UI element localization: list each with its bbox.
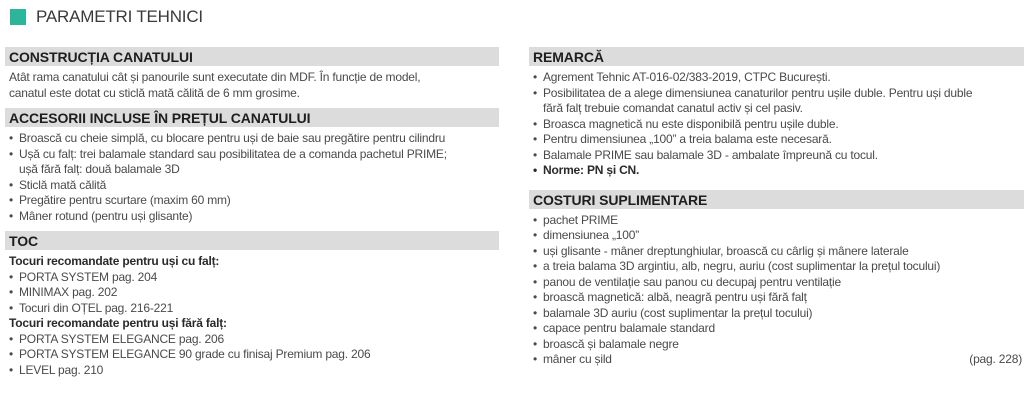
text-line: canatul este dotat cu sticlă mată călită de 6 mm grosime. (9, 85, 300, 100)
list-item: • Pregătire pentru scurtare (maxim 60 mm) (9, 193, 499, 209)
list-item: • Broasca magnetică nu este disponibilă pentru ușile duble. (533, 117, 1024, 133)
section-accesorii (5, 108, 499, 224)
list-item: • pachet PRIME (533, 213, 1024, 229)
section-body-costuri (529, 209, 1024, 368)
page-reference: (pag. 228) (969, 352, 1022, 366)
list-item: • Broască cu cheie simplă, cu blocare pentru uși de baie sau pregătire pentru cilindru (9, 131, 499, 147)
list-item (533, 86, 1024, 117)
list-item-text: mâner cu șild (543, 352, 612, 366)
section-remarca (529, 47, 1024, 179)
section-title-accesorii: ACCESORII INCLUSE ÎN PREȚUL CANATULUI (5, 108, 499, 127)
section-costuri (529, 190, 1024, 368)
page-header (10, 6, 203, 28)
left-column (5, 47, 499, 378)
toc-group-falt-title: Tocuri recomandate pentru uși cu falț: (9, 254, 220, 268)
list-item: • Mâner rotund (pentru uși glisante) (9, 209, 499, 225)
list-item: • balamale 3D auriu (cost suplimentar la prețul tocului) (533, 306, 1024, 322)
list-item (9, 147, 499, 178)
section-body-remarca (529, 66, 1024, 179)
list-item-line: fără falț trebuie comandat canatul activ și cel pasiv. (543, 101, 803, 115)
list-item: • uși glisante - mâner dreptunghiular, broască cu cârlig și mânere laterale (533, 244, 1024, 260)
page-title: PARAMETRI TEHNICI (36, 7, 203, 26)
header-accent-square (10, 9, 26, 25)
list-item: • PORTA SYSTEM ELEGANCE 90 grade cu finisaj Premium pag. 206 (9, 347, 499, 363)
section-body-toc (5, 250, 499, 378)
section-body-accesorii (5, 127, 499, 224)
section-title-remarca: REMARCĂ (529, 47, 1024, 66)
list-item-line: ușă fără falț: două balamale 3D (19, 162, 180, 176)
list-item: • Balamale PRIME sau balamale 3D - ambalate împreună cu tocul. (533, 148, 1024, 164)
list-item: • PORTA SYSTEM pag. 204 (9, 270, 499, 286)
list-item-norme: • Norme: PN și CN. (533, 163, 1024, 179)
section-title-costuri: COSTURI SUPLIMENTARE (529, 190, 1024, 209)
toc-group-fara-falt-title: Tocuri recomandate pentru uși fără falț: (9, 316, 227, 330)
section-title-toc: TOC (5, 231, 499, 250)
list-item: • Tocuri din OȚEL pag. 216-221 (9, 301, 499, 317)
list-item: • capace pentru balamale standard (533, 321, 1024, 337)
section-constructie (5, 47, 499, 101)
list-item: • broască magnetică: albă, neagră pentru uși fără falț (533, 290, 1024, 306)
list-item-line: Ușă cu falț: trei balamale standard sau posibilitatea de a comanda pachetul PRIME; (19, 146, 447, 161)
text-line: Atât rama canatului cât și panourile sunt executate din MDF. În funcție de model, (9, 70, 421, 84)
section-toc (5, 231, 499, 378)
list-item: • LEVEL pag. 210 (9, 363, 499, 379)
right-column (529, 47, 1024, 368)
list-item: • Sticlă mată călită (9, 178, 499, 194)
list-item (533, 352, 1024, 368)
list-item: • a treia balama 3D argintiu, alb, negru, auriu (cost suplimentar la prețul tocului) (533, 259, 1024, 275)
list-item: • MINIMAX pag. 202 (9, 285, 499, 301)
section-title-constructie: CONSTRUCȚIA CANATULUI (5, 47, 499, 66)
list-item: • broască și balamale negre (533, 337, 1024, 353)
list-item: • PORTA SYSTEM ELEGANCE pag. 206 (9, 332, 499, 348)
list-item: • Pentru dimensiunea „100” a treia balama este necesară. (533, 132, 1024, 148)
section-body-constructie (5, 66, 499, 101)
list-item: • Agrement Tehnic AT-016-02/383-2019, CTPC București. (533, 70, 1024, 86)
list-item: • panou de ventilație sau panou cu decupaj pentru ventilație (533, 275, 1024, 291)
list-item-line: Posibilitatea de a alege dimensiunea canaturilor pentru ușile duble. Pentru uși duble (543, 85, 973, 100)
list-item: • dimensiunea „100” (533, 228, 1024, 244)
